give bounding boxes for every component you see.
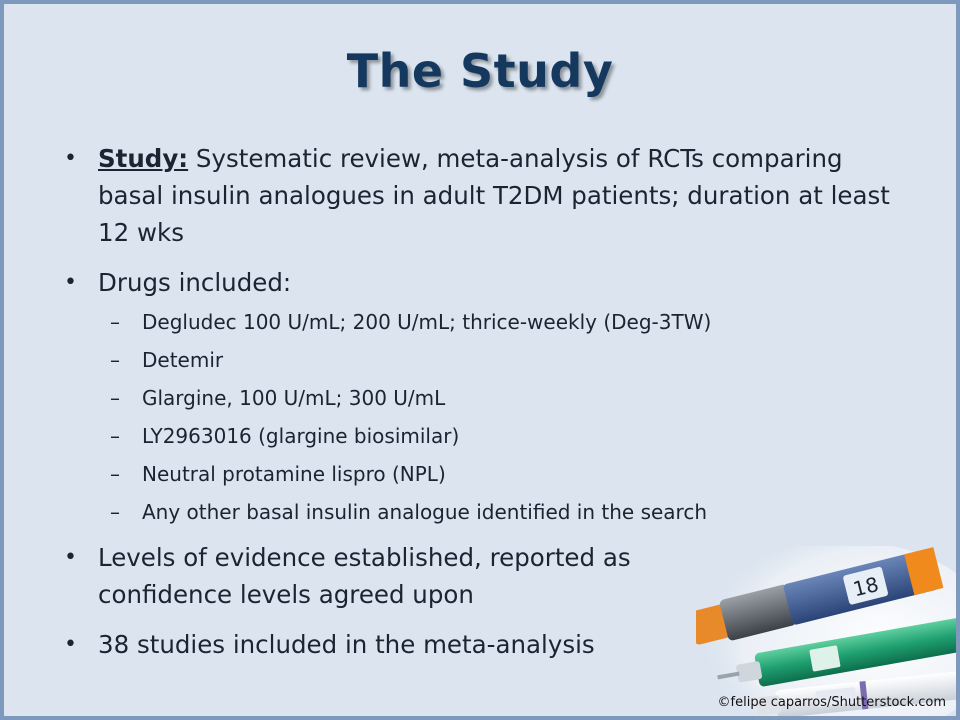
bullet-dot-icon: •: [64, 270, 77, 295]
insulin-pens-image: [696, 546, 956, 716]
dash-icon: –: [110, 386, 120, 410]
drug-item-text: Any other basal insulin analogue identified in the search: [142, 500, 708, 524]
drug-item-text: LY2963016 (glargine biosimilar): [142, 424, 460, 448]
drug-item: [60, 461, 896, 487]
bullet-dot-icon: •: [64, 146, 77, 171]
bullet-study: [60, 140, 896, 251]
dose-label: 18: [850, 571, 882, 602]
study-label: Study:: [98, 144, 189, 173]
drug-item: [60, 309, 896, 335]
evidence-text: Levels of evidence established, reported as confidence levels agreed upon: [98, 543, 631, 609]
drug-item-text: Degludec 100 U/mL; 200 U/mL; thrice-weekly (Deg-3TW): [142, 310, 712, 334]
dash-icon: –: [110, 462, 120, 486]
drug-item: [60, 499, 896, 525]
drug-item-text: Glargine, 100 U/mL; 300 U/mL: [142, 386, 446, 410]
bullet-dot-icon: •: [64, 545, 77, 570]
drug-item: [60, 385, 896, 411]
drug-list: [60, 309, 896, 525]
drug-item: [60, 423, 896, 449]
bullet-dot-icon: •: [64, 632, 77, 657]
bullet-drugs: [60, 264, 896, 301]
study-text: Systematic review, meta-analysis of RCTs comparing basal insulin analogues in adult T2DM patients; duration at least 12 wks: [98, 144, 890, 247]
drugs-text: Drugs included:: [98, 268, 292, 297]
dash-icon: –: [110, 348, 120, 372]
photo-credit: ©felipe caparros/Shutterstock.com: [717, 695, 946, 710]
drug-item: [60, 347, 896, 373]
dash-icon: –: [110, 310, 120, 334]
dash-icon: –: [110, 424, 120, 448]
drug-item-text: Detemir: [142, 348, 224, 372]
studies-text: 38 studies included in the meta-analysis: [98, 630, 595, 659]
dash-icon: –: [110, 500, 120, 524]
drug-item-text: Neutral protamine lispro (NPL): [142, 462, 446, 486]
slide-title: The Study: [346, 44, 614, 98]
